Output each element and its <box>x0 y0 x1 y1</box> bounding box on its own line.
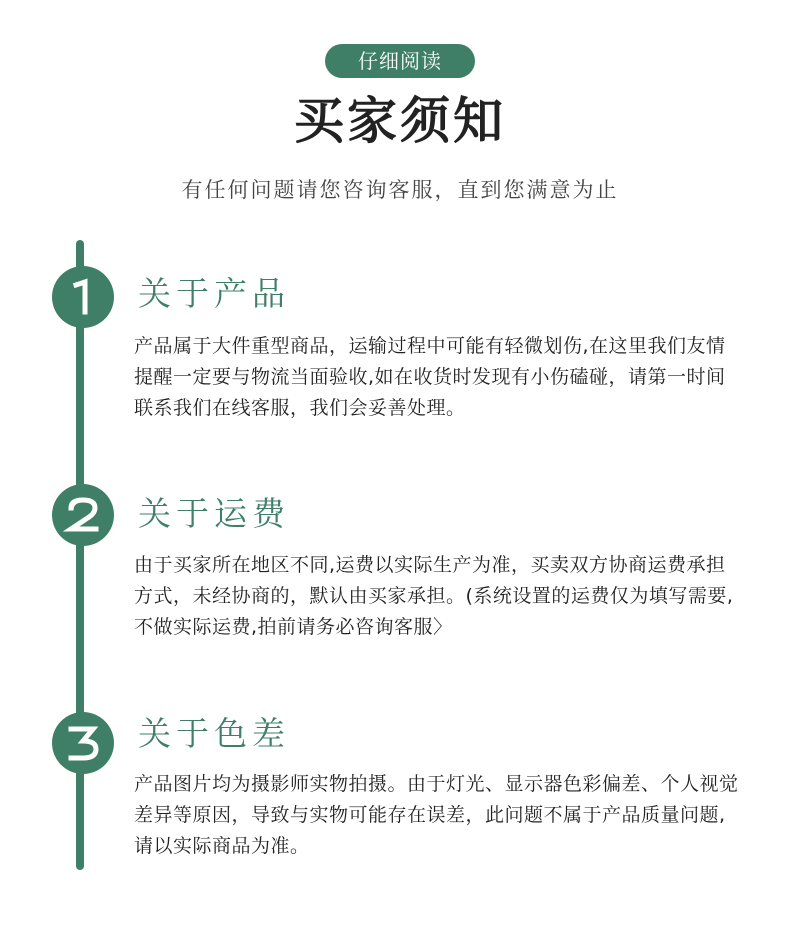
timeline-line <box>76 240 84 870</box>
section-title-color-difference: 关于色差 <box>138 714 290 753</box>
step-1-number-badge <box>52 266 114 328</box>
digit-1-icon <box>52 266 114 328</box>
section-body-shipping: 由于买家所在地区不同,运费以实际生产为准，买卖双方协商运费承担方式，未经协商的，默认由买家承担。(系统设置的运费仅为填写需要,不做实际运费,拍前请务必咨询客服〉 <box>134 554 734 638</box>
digit-2-icon <box>52 484 114 546</box>
step-3-number-badge <box>52 712 114 774</box>
section-title-shipping: 关于运费 <box>138 494 290 533</box>
page-title: 买家须知 <box>294 92 506 150</box>
section-body-product: 产品属于大件重型商品，运输过程中可能有轻微划伤,在这里我们友情提醒一定要与物流当面验收,如在收货时发现有小伤磕碰，请第一时间联系我们在线客服，我们会妥善处理。 <box>134 335 726 419</box>
step-2-number-badge <box>52 484 114 546</box>
section-body-color-difference: 产品图片均为摄影师实物拍摄。由于灯光、显示器色彩偏差、个人视觉差异等原因，导致与实物可能存在误差，此问题不属于产品质量问题,请以实际商品为准。 <box>134 773 739 857</box>
digit-3-icon <box>52 712 114 774</box>
read-carefully-badge: 仔细阅读 <box>325 44 475 78</box>
section-title-product: 关于产品 <box>138 274 290 313</box>
page-subtitle: 有任何问题请您咨询客服，直到您满意为止 <box>181 178 619 202</box>
